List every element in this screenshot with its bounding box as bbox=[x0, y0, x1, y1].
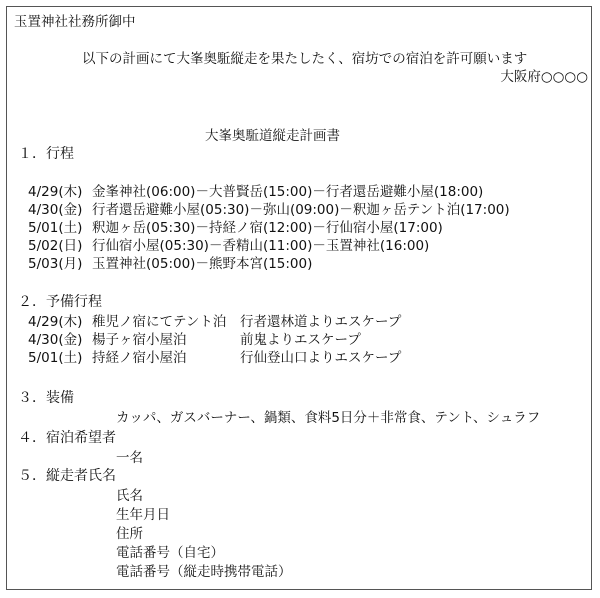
backup-date: 5/01(土) bbox=[28, 350, 83, 366]
section-equipment-heading: ３．装備 bbox=[18, 390, 74, 406]
guest-count: 一名 bbox=[116, 450, 143, 466]
section-backup-plan-heading: ２．予備行程 bbox=[18, 294, 102, 310]
itinerary-date: 5/01(土) bbox=[28, 220, 83, 236]
document-title: 大峯奥駈道縦走計画書 bbox=[205, 128, 340, 144]
hiker-name-field: 氏名 bbox=[116, 488, 143, 504]
itinerary-route: 玉置神社(05:00)－熊野本宮(15:00) bbox=[92, 256, 313, 272]
equipment-list: カッパ、ガスバーナー、鍋類、食料5日分＋非常食、テント、シュラフ bbox=[116, 410, 541, 426]
backup-escape: 行者還林道よりエスケープ bbox=[240, 314, 402, 330]
itinerary-date: 4/29(木) bbox=[28, 184, 83, 200]
itinerary-route: 行仙宿小屋(05:30)－香精山(11:00)－玉置神社(16:00) bbox=[92, 238, 430, 254]
hiker-birthdate-field: 生年月日 bbox=[116, 507, 170, 523]
backup-stay: 楊子ヶ宿小屋泊 bbox=[92, 332, 187, 348]
itinerary-date: 4/30(金) bbox=[28, 202, 83, 218]
hiker-home-phone-field: 電話番号（自宅） bbox=[116, 545, 224, 561]
section-guests-heading: ４．宿泊希望者 bbox=[18, 430, 116, 446]
itinerary-route: 釈迦ヶ岳(05:30)－持経ノ宿(12:00)－行仙宿小屋(17:00) bbox=[92, 220, 443, 236]
itinerary-date: 5/02(日) bbox=[28, 238, 83, 254]
section-itinerary-heading: １．行程 bbox=[18, 146, 74, 162]
request-sentence: 以下の計画にて大峯奥駈縦走を果たしたく、宿坊での宿泊を許可願います bbox=[82, 51, 528, 67]
backup-escape: 行仙登山口よりエスケープ bbox=[240, 350, 402, 366]
backup-stay: 稚児ノ宿にてテント泊 bbox=[92, 314, 227, 330]
backup-date: 4/29(木) bbox=[28, 314, 83, 330]
sender: 大阪府○○○○ bbox=[500, 69, 588, 85]
hiker-mobile-phone-field: 電話番号（縦走時携帯電話） bbox=[116, 564, 292, 580]
backup-stay: 持経ノ宿小屋泊 bbox=[92, 350, 187, 366]
itinerary-route: 金峯神社(06:00)－大普賢岳(15:00)－行者還岳避難小屋(18:00) bbox=[92, 184, 484, 200]
section-hiker-info-heading: ５．縦走者氏名 bbox=[18, 468, 116, 484]
hiker-address-field: 住所 bbox=[116, 526, 143, 542]
backup-date: 4/30(金) bbox=[28, 332, 83, 348]
addressee: 玉置神社社務所御中 bbox=[14, 14, 136, 30]
itinerary-route: 行者還岳避難小屋(05:30)－弥山(09:00)－釈迦ヶ岳テント泊(17:00) bbox=[92, 202, 510, 218]
backup-escape: 前鬼よりエスケープ bbox=[240, 332, 361, 348]
itinerary-date: 5/03(月) bbox=[28, 256, 83, 272]
